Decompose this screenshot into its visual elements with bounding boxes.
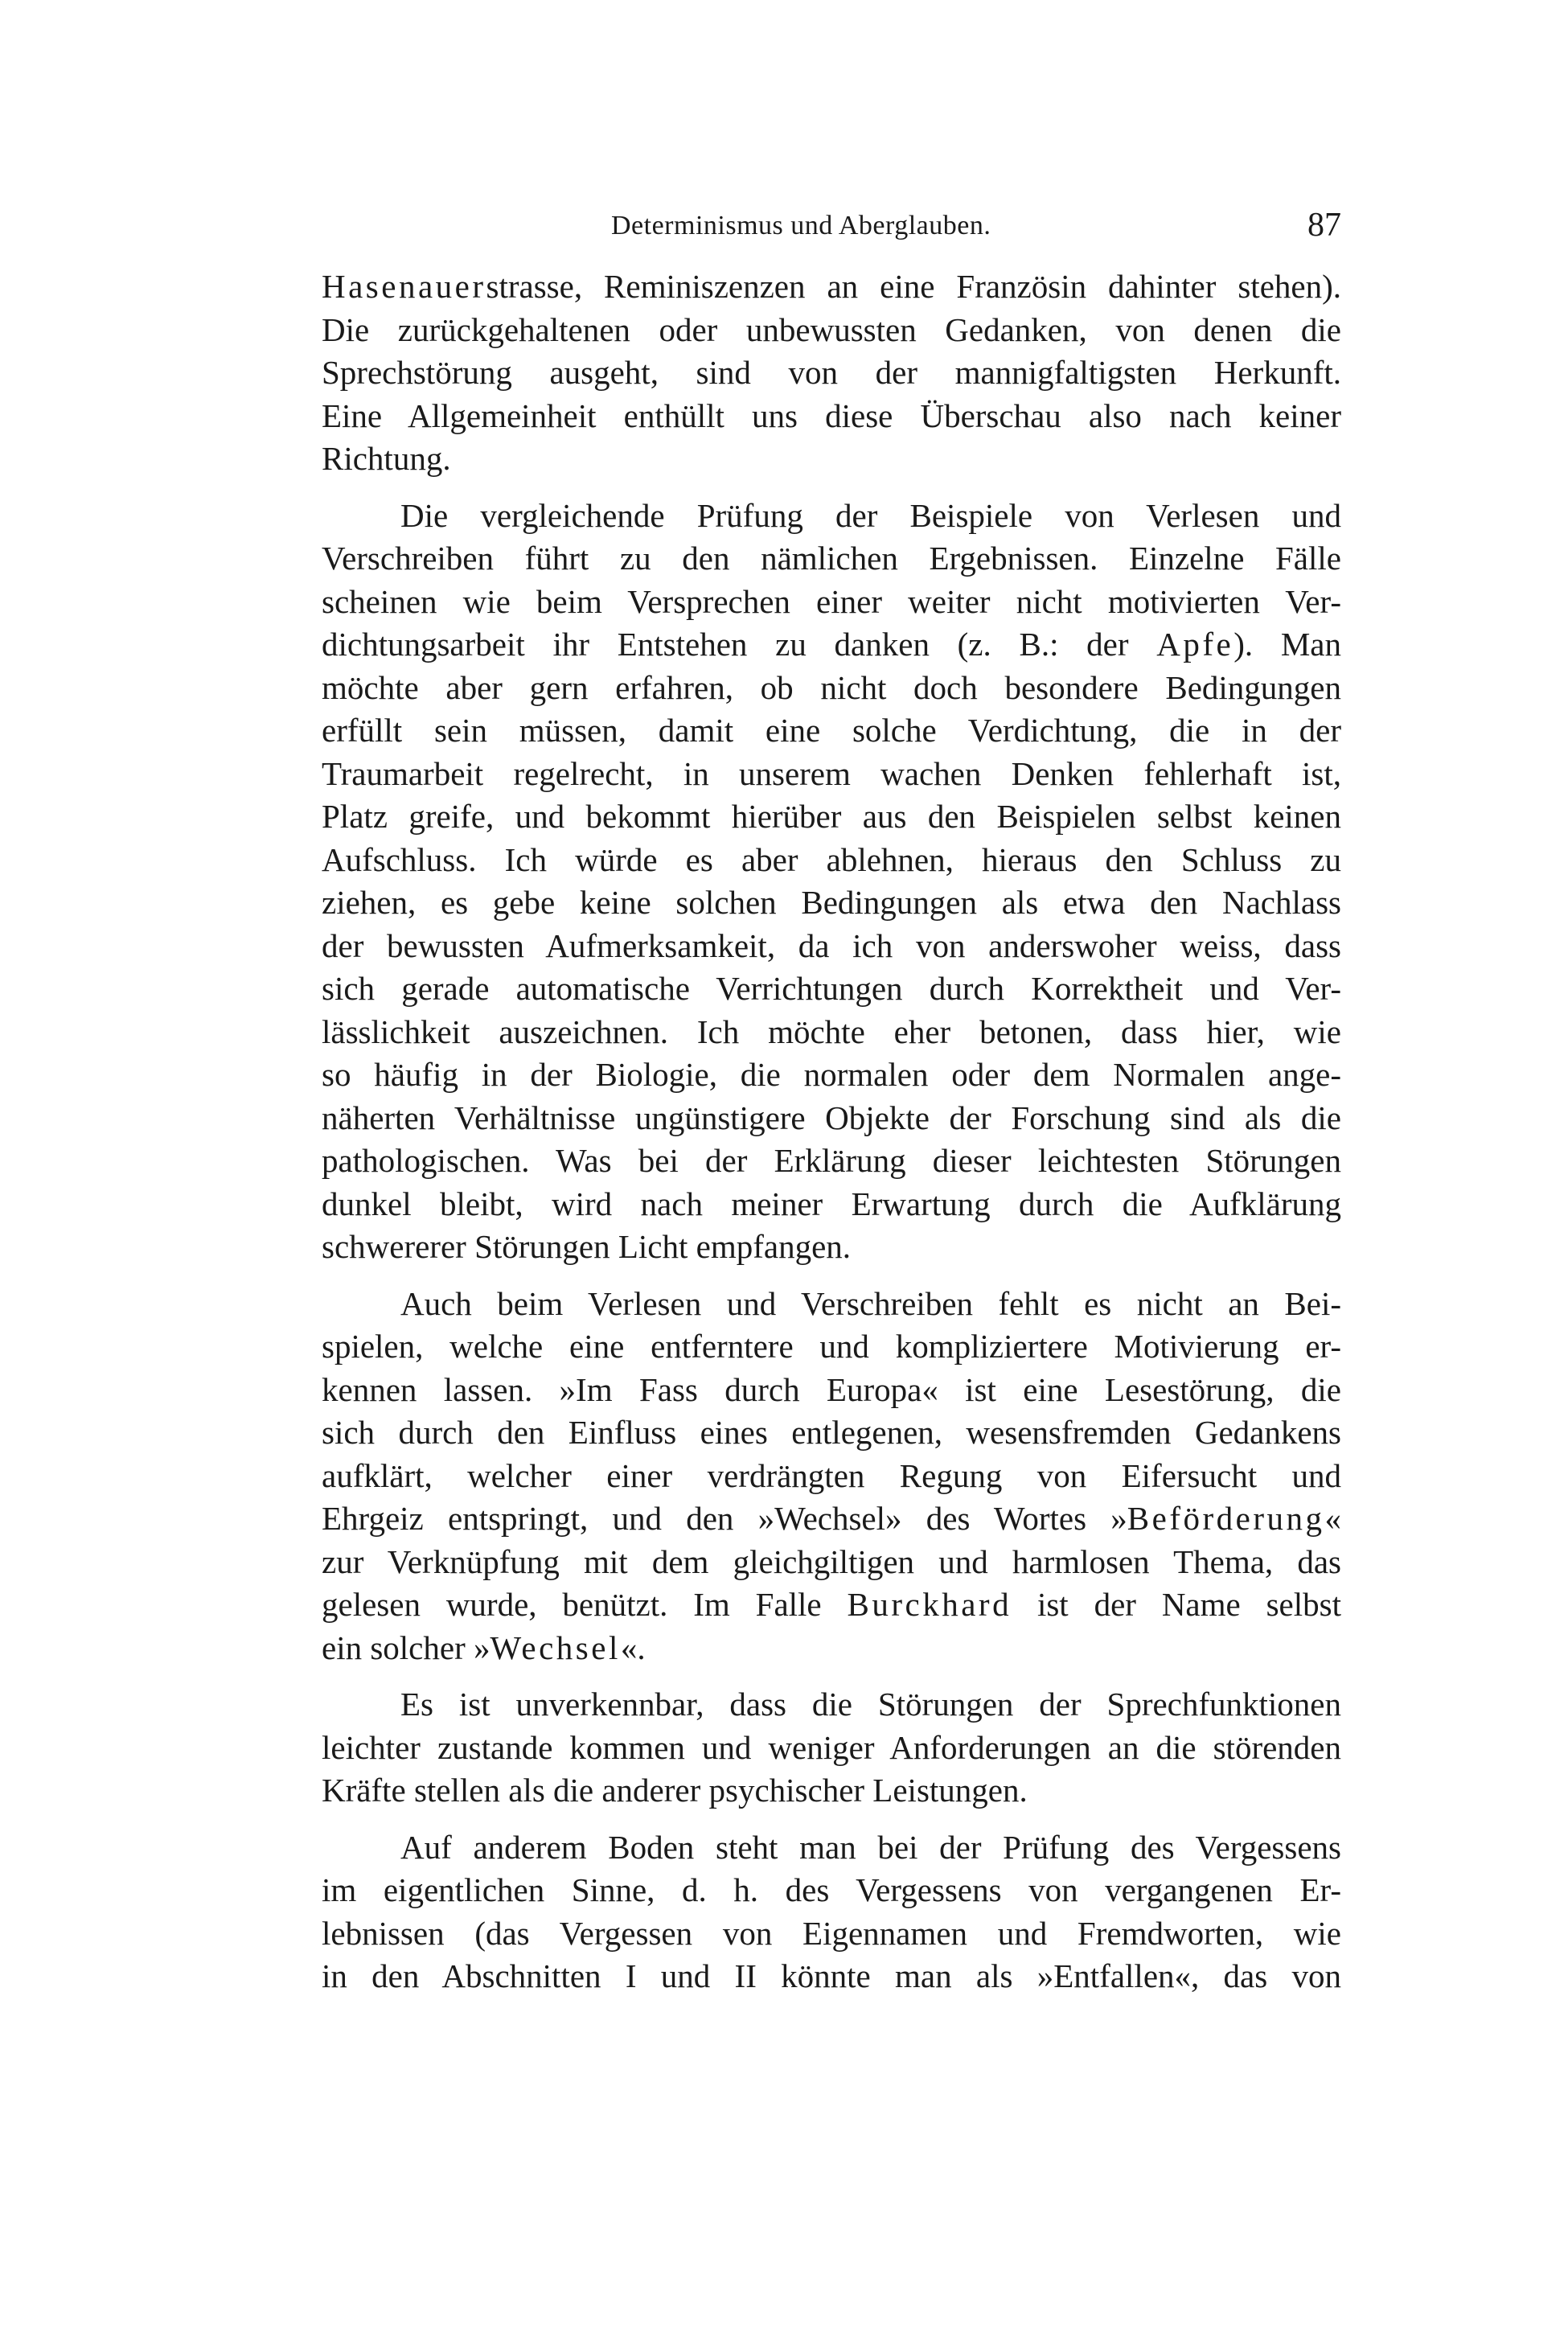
body-text: [322, 265, 1341, 1998]
text-line: [322, 1912, 1341, 1956]
spaced-emphasis: Burckhard: [847, 1586, 1012, 1623]
text-line: [322, 1283, 1341, 1326]
text-run: «.: [620, 1628, 646, 1666]
running-title: Determinismus und Aberglauben.: [611, 211, 991, 240]
text-line: [322, 1455, 1341, 1498]
text-line: [322, 1097, 1341, 1140]
spaced-emphasis: Hasenauer: [322, 268, 486, 305]
text-run: Auch beim Verlesen und Verschreiben fehlt es nicht an Bei-: [400, 1284, 1341, 1322]
text-run: Die zurückgehaltenen oder unbewussten Gedanken, von denen die: [322, 310, 1341, 348]
text-run: sich durch den Einfluss eines entlegenen, wesensfremden Gedankens: [322, 1414, 1341, 1451]
text-run: aufklärt, welcher einer verdrängten Regung von Eifersucht und: [322, 1456, 1341, 1494]
text-line: [322, 395, 1341, 438]
text-run: ein solcher »: [322, 1628, 491, 1666]
paragraph-gap: [322, 1669, 1341, 1683]
text-run: zur Verknüpfung mit dem gleichgiltigen und harmlosen Thema, das: [322, 1542, 1341, 1580]
paragraph: [322, 1683, 1341, 1813]
text-line: [322, 1183, 1341, 1226]
spaced-emphasis: Apfe: [1156, 626, 1234, 663]
spaced-emphasis: Beförderung: [1127, 1500, 1325, 1537]
text-line: [322, 537, 1341, 581]
text-line: [322, 1011, 1341, 1054]
text-run: Ehrgeiz entspringt, und den »Wechsel» des Wortes »: [322, 1500, 1127, 1537]
text-run: ist der Name selbst: [1012, 1586, 1341, 1623]
text-line: [322, 1769, 1341, 1813]
text-line: [322, 667, 1341, 710]
text-run: ziehen, es gebe keine solchen Bedingungen als etwa den Nachlass: [322, 884, 1341, 921]
text-run: Traumarbeit regelrecht, in unserem wachen Denken fehlerhaft ist,: [322, 754, 1341, 792]
text-line: [322, 753, 1341, 796]
text-run: pathologischen. Was bei der Erklärung dieser leichtesten Störungen: [322, 1142, 1341, 1179]
text-line: [322, 1226, 1341, 1269]
text-line: [322, 1627, 1341, 1670]
spaced-emphasis: Wechsel: [490, 1628, 621, 1666]
running-head: [322, 207, 1341, 259]
text-line: [322, 1369, 1341, 1412]
text-line: [322, 437, 1341, 481]
text-line: [322, 351, 1341, 395]
paragraph: [322, 1283, 1341, 1670]
text-run: so häufig in der Biologie, die normalen oder dem Normalen ange-: [322, 1056, 1341, 1093]
text-run: der bewussten Aufmerksamkeit, da ich von anderswoher weiss, dass: [322, 926, 1341, 964]
page-number: 87: [1307, 207, 1341, 244]
paragraph-gap: [322, 1269, 1341, 1283]
text-run: erfüllt sein müssen, damit eine solche Verdichtung, die in der: [322, 712, 1341, 749]
paragraph: [322, 1826, 1341, 1998]
text-run: Auf anderem Boden steht man bei der Prüfung des Vergessens: [400, 1828, 1341, 1866]
text-line: [322, 1869, 1341, 1912]
text-line: [322, 1325, 1341, 1369]
text-line: [322, 1826, 1341, 1870]
text-line: [322, 1411, 1341, 1455]
text-run: dunkel bleibt, wird nach meiner Erwartung durch die Aufklärung: [322, 1185, 1341, 1222]
paragraph-gap: [322, 1813, 1341, 1826]
text-run: Die vergleichende Prüfung der Beispiele von Verlesen und: [400, 496, 1341, 534]
text-run: dichtungsarbeit ihr Entstehen zu danken (z. B.: der: [322, 626, 1157, 663]
text-run: scheinen wie beim Versprechen einer weiter nicht motivierten Ver-: [322, 582, 1341, 620]
text-run: lebnissen (das Vergessen von Eigennamen und Fremdworten, wie: [322, 1914, 1341, 1952]
text-line: [322, 1683, 1341, 1727]
text-run: näherten Verhältnisse ungünstigere Objekte der Forschung sind als die: [322, 1099, 1341, 1136]
text-line: [322, 839, 1341, 882]
text-run: «: [1324, 1500, 1341, 1537]
text-line: [322, 623, 1341, 667]
text-line: [322, 925, 1341, 968]
text-line: [322, 581, 1341, 624]
text-run: in den Abschnitten I und II könnte man als »Entfallen«, das von: [322, 1957, 1341, 1994]
text-line: [322, 495, 1341, 538]
text-line: [322, 1727, 1341, 1770]
text-run: Eine Allgemeinheit enthüllt uns diese Überschau also nach keiner: [322, 396, 1341, 434]
text-run: Aufschluss. Ich würde es aber ablehnen, hieraus den Schluss zu: [322, 840, 1341, 878]
text-line: [322, 709, 1341, 753]
text-line: [322, 795, 1341, 839]
text-line: [322, 881, 1341, 925]
text-run: schwererer Störungen Licht empfangen.: [322, 1228, 852, 1265]
text-line: [322, 967, 1341, 1011]
text-run: Es ist unverkennbar, dass die Störungen der Sprechfunktionen: [400, 1686, 1341, 1723]
text-run: sich gerade automatische Verrichtungen durch Korrektheit und Ver-: [322, 970, 1341, 1007]
text-line: [322, 265, 1341, 309]
text-run: strasse, Reminiszenzen an eine Französin dahinter stehen).: [486, 268, 1341, 305]
text-run: im eigentlichen Sinne, d. h. des Vergessens von vergangenen Er-: [322, 1871, 1341, 1908]
text-line: [322, 1541, 1341, 1584]
text-run: leichter zustande kommen und weniger Anforderungen an die störenden: [322, 1728, 1341, 1766]
paragraph-gap: [322, 481, 1341, 495]
text-line: [322, 1053, 1341, 1097]
text-line: [322, 1955, 1341, 1998]
text-run: lässlichkeit auszeichnen. Ich möchte eher betonen, dass hier, wie: [322, 1012, 1341, 1050]
text-line: [322, 1583, 1341, 1627]
text-line: [322, 1140, 1341, 1183]
text-run: Kräfte stellen als die anderer psychischer Leistungen.: [322, 1772, 1028, 1809]
text-line: [322, 1497, 1341, 1541]
paragraph: [322, 265, 1341, 481]
text-run: gelesen wurde, benützt. Im Falle: [322, 1586, 848, 1623]
text-run: Platz greife, und bekommt hierüber aus den Beispielen selbst keinen: [322, 798, 1341, 835]
paragraph: [322, 495, 1341, 1269]
text-run: spielen, welche eine entferntere und kompliziertere Motivierung er-: [322, 1328, 1341, 1365]
text-run: Verschreiben führt zu den nämlichen Ergebnissen. Einzelne Fälle: [322, 540, 1341, 577]
text-line: [322, 309, 1341, 352]
text-run: Sprechstörung ausgeht, sind von der mannigfaltigsten Herkunft.: [322, 354, 1341, 391]
text-run: Richtung.: [322, 440, 451, 477]
text-run: kennen lassen. »Im Fass durch Europa« ist eine Lesestörung, die: [322, 1370, 1341, 1408]
text-run: möchte aber gern erfahren, ob nicht doch besondere Bedingungen: [322, 668, 1341, 706]
text-run: ). Man: [1233, 626, 1341, 663]
